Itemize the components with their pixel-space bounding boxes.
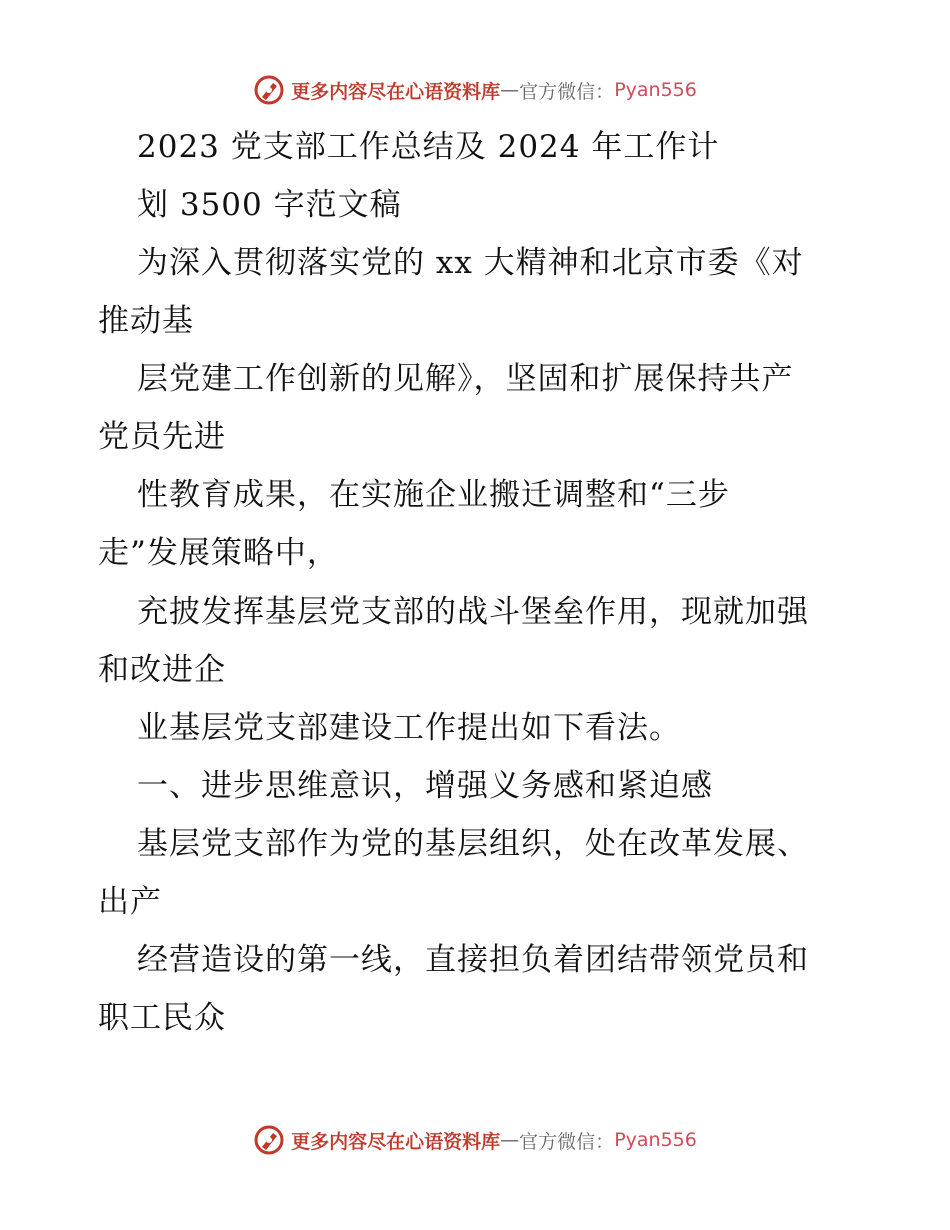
watermark-wechat-label: 官方微信： bbox=[519, 80, 615, 103]
paragraph-line: 党员先进 bbox=[98, 419, 226, 455]
paragraph-line: 为深入贯彻落实党的 xx 大精神和北京市委《对 bbox=[137, 245, 804, 281]
watermark-wechat-id: Pyan556 bbox=[614, 1129, 697, 1151]
paragraph-line: 充披发挥基层党支部的战斗堡垒作用，现就加强 bbox=[137, 594, 809, 630]
watermark-main-text: 更多内容尽在心语资料库 bbox=[291, 1130, 501, 1153]
paragraph-line: 职工民众 bbox=[98, 1000, 226, 1036]
watermark-dash: — bbox=[500, 1129, 520, 1151]
footer-watermark bbox=[0, 1120, 950, 1160]
pen-logo-icon bbox=[253, 1124, 285, 1156]
section-heading: 一、进步思维意识，增强义务感和紧迫感 bbox=[137, 768, 713, 804]
watermark-wechat-label: 官方微信： bbox=[519, 1130, 615, 1153]
paragraph-line: 走”发展策略中， bbox=[98, 535, 339, 571]
paragraph-line: 出产 bbox=[98, 884, 162, 920]
document-title-line-2: 划 3500 字范文稿 bbox=[137, 187, 402, 223]
watermark-wechat-id: Pyan556 bbox=[614, 79, 697, 101]
watermark-main-text: 更多内容尽在心语资料库 bbox=[291, 80, 501, 103]
paragraph-line: 和改进企 bbox=[98, 652, 226, 688]
paragraph-line: 业基层党支部建设工作提出如下看法。 bbox=[137, 710, 681, 746]
paragraph-line: 性教育成果，在实施企业搬迁调整和“三步 bbox=[137, 477, 730, 513]
header-watermark bbox=[0, 70, 950, 110]
paragraph-line: 经营造设的第一线，直接担负着团结带领党员和 bbox=[137, 942, 809, 978]
watermark-dash: — bbox=[500, 79, 520, 101]
paragraph-line: 推动基 bbox=[98, 303, 194, 339]
document-title-line-1: 2023 党支部工作总结及 2024 年工作计 bbox=[137, 129, 720, 165]
paragraph-line: 层党建工作创新的见解》，坚固和扩展保持共产 bbox=[137, 361, 794, 397]
paragraph-line: 基层党支部作为党的基层组织，处在改革发展、 bbox=[137, 826, 809, 862]
pen-logo-icon bbox=[253, 74, 285, 106]
